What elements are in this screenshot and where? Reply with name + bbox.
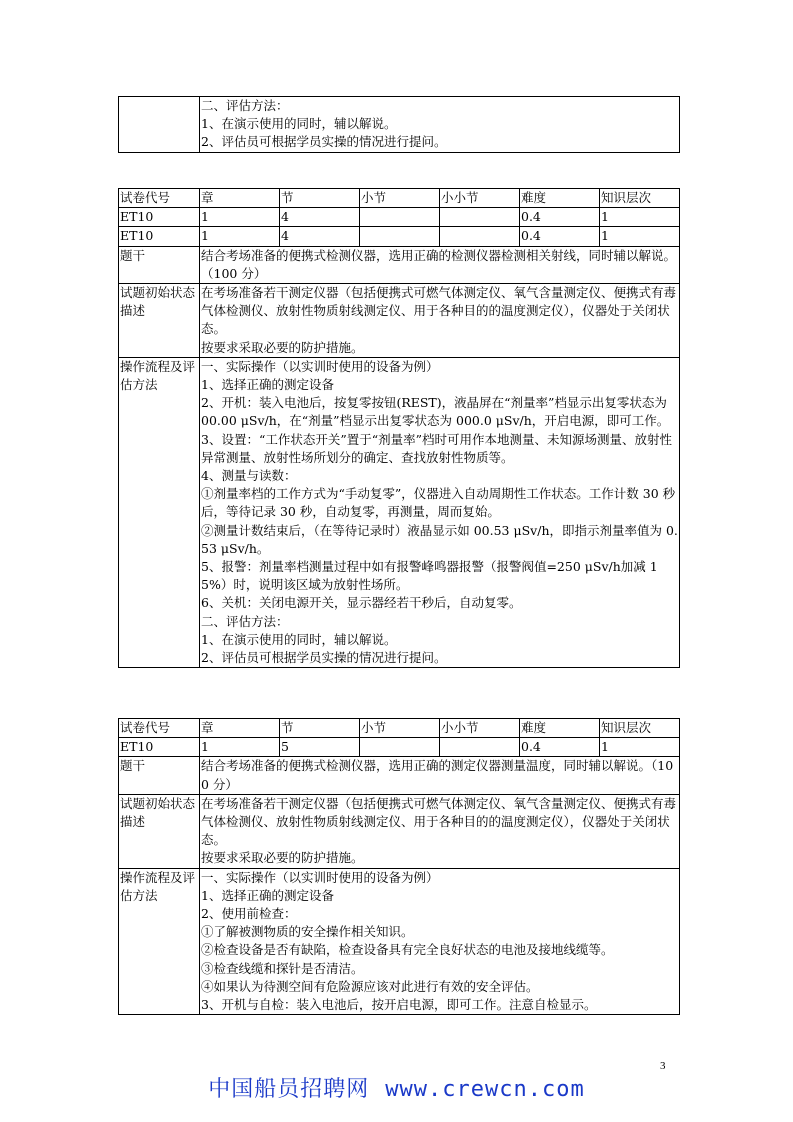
header-cell: 知识层次 [600, 719, 680, 738]
initial-state-cell [200, 794, 680, 868]
process-row [119, 868, 680, 1015]
evaluation-row [119, 97, 680, 153]
process-row [119, 357, 680, 667]
stem-row [119, 246, 680, 283]
process-line: ③检查线缆和探针是否清洁。 [201, 960, 364, 976]
table-cell: 1 [200, 208, 280, 227]
initial-state-cell [200, 284, 680, 358]
process-label: 操作流程及评估方法 [119, 357, 200, 667]
process-line: 5、报警：剂量率档测量过程中如有报警峰鸣器报警（报警阀值=250 μSv/h加减 15%）时，说明该区域为放射性场所。 [201, 559, 658, 593]
process-line: 2、评估员可根据学员实操的情况进行提问。 [201, 650, 447, 666]
header-cell: 章 [200, 189, 280, 208]
continuation-table [118, 96, 680, 153]
header-cell: 小小节 [440, 189, 520, 208]
footer-watermark[interactable] [0, 1072, 793, 1103]
process-cell [200, 357, 680, 667]
process-line: 一、实际操作（以实训时使用的设备为例） [201, 869, 439, 885]
process-cell [200, 868, 680, 1015]
stem-text: 结合考场准备的便携式检测仪器，选用正确的测定仪器测量温度，同时辅以解说。（100 分） [200, 757, 680, 794]
header-cell: 节 [280, 189, 360, 208]
process-line: 4、测量与读数： [201, 468, 297, 484]
process-line: ①剂量率档的工作方式为“手动复零”，仪器进入自动周期性工作状态。工作计数 30 秒后，等待记录 30 秒，自动复零，再测量，周而复始。 [201, 486, 676, 520]
stem-text: 结合考场准备的便携式检测仪器，选用正确的检测仪器检测相关射线，同时辅以解说。（100 分） [200, 246, 680, 283]
process-line: 1、在演示使用的同时，辅以解说。 [201, 631, 397, 647]
table-row [119, 227, 680, 246]
page-number: 3 [660, 1060, 666, 1072]
header-cell: 知识层次 [600, 189, 680, 208]
table-cell: 1 [600, 738, 680, 757]
header-row [119, 189, 680, 208]
empty-label-cell [119, 97, 200, 153]
table-cell: 1 [200, 227, 280, 246]
header-cell: 章 [200, 719, 280, 738]
header-cell: 节 [280, 719, 360, 738]
question-table-1 [118, 188, 680, 668]
process-line: ①了解被测物质的安全操作相关知识。 [201, 924, 414, 940]
stem-row [119, 757, 680, 794]
question-table-2 [118, 718, 680, 1015]
initial-state-row [119, 284, 680, 358]
process-line: ②测量计数结束后，（在等待记录时）液晶显示如 00.53 μSv/h，即指示剂量率值为 0.53 μSv/h。 [201, 522, 678, 556]
process-line: 3、开机与自检：装入电池后，按开启电源，即可工作。注意自检显示。 [201, 997, 597, 1013]
process-line: 2、开机：装入电池后，按复零按钮(REST)，液晶屏在“剂量率”档显示出复零状态为 00.00 μSv/h，在“剂量”档显示出复零状态为 000.0 μSv/h，开启电源，即可工作。 [201, 395, 670, 429]
table-cell: 1 [600, 208, 680, 227]
process-line: 2、使用前检查： [201, 906, 297, 922]
process-line: ②检查设备是否有缺陷，检查设备具有完全良好状态的电池及接地线缆等。 [201, 942, 614, 958]
table-row [119, 738, 680, 757]
process-line: 6、关机：关闭电源开关，显示器经若干秒后，自动复零。 [201, 595, 522, 611]
process-line: 3、设置：“工作状态开关”置于“剂量率”档时可用作本地测量、未知源场测量、放射性异常测量、放射性场所划分的确定、查找放射性物质等。 [201, 431, 673, 465]
process-line: ④如果认为待测空间有危险源应该对此进行有效的安全评估。 [201, 978, 539, 994]
table-cell: ET10 [119, 738, 200, 757]
initial-state-line: 在考场准备若干测定仪器（包括便携式可燃气体测定仪、氧气含量测定仪、便携式有毒气体检测仪、放射性物质射线测定仪、用于各种目的的温度测定仪），仪器处于关闭状态。 [201, 795, 677, 848]
table-row [119, 208, 680, 227]
table-cell: 0.4 [520, 738, 600, 757]
table-cell [360, 227, 440, 246]
header-cell: 难度 [520, 189, 600, 208]
evaluation-cell [200, 97, 680, 153]
header-cell: 小节 [360, 189, 440, 208]
header-cell: 难度 [520, 719, 600, 738]
header-cell: 试卷代号 [119, 719, 200, 738]
table-cell: ET10 [119, 227, 200, 246]
table-cell [440, 227, 520, 246]
initial-state-label: 试题初始状态描述 [119, 794, 200, 868]
header-cell: 小小节 [440, 719, 520, 738]
eval-line: 2、评估员可根据学员实操的情况进行提问。 [201, 134, 447, 150]
table-cell: 4 [280, 227, 360, 246]
stem-label: 题干 [119, 757, 200, 794]
initial-state-row [119, 794, 680, 868]
initial-state-line: 按要求采取必要的防护措施。 [201, 850, 364, 866]
footer-site-name: 中国船员招聘网 [208, 1077, 370, 1102]
header-cell: 小节 [360, 719, 440, 738]
header-row [119, 719, 680, 738]
table-cell: 4 [280, 208, 360, 227]
stem-label: 题干 [119, 246, 200, 283]
table-cell: 0.4 [520, 227, 600, 246]
table-cell: ET10 [119, 208, 200, 227]
header-cell: 试卷代号 [119, 189, 200, 208]
table-cell: 1 [600, 227, 680, 246]
process-label: 操作流程及评估方法 [119, 868, 200, 1015]
initial-state-line: 按要求采取必要的防护措施。 [201, 339, 364, 355]
table-cell: 5 [280, 738, 360, 757]
footer-url-link[interactable]: www.crewcn.com [385, 1077, 585, 1102]
process-line: 1、选择正确的测定设备 [201, 887, 334, 903]
table-cell: 1 [200, 738, 280, 757]
initial-state-line: 在考场准备若干测定仪器（包括便携式可燃气体测定仪、氧气含量测定仪、便携式有毒气体检测仪、放射性物质射线测定仪、用于各种目的的温度测定仪），仪器处于关闭状态。 [201, 285, 677, 337]
table-cell [360, 208, 440, 227]
table-cell: 0.4 [520, 208, 600, 227]
process-line: 一、实际操作（以实训时使用的设备为例） [201, 358, 439, 374]
process-line: 1、选择正确的测定设备 [201, 377, 334, 393]
initial-state-label: 试题初始状态描述 [119, 284, 200, 358]
table-cell [440, 208, 520, 227]
table-cell [440, 738, 520, 757]
process-line: 二、评估方法： [201, 613, 289, 629]
table-cell [360, 738, 440, 757]
eval-line: 1、在演示使用的同时，辅以解说。 [201, 116, 397, 132]
eval-line: 二、评估方法： [201, 98, 289, 113]
